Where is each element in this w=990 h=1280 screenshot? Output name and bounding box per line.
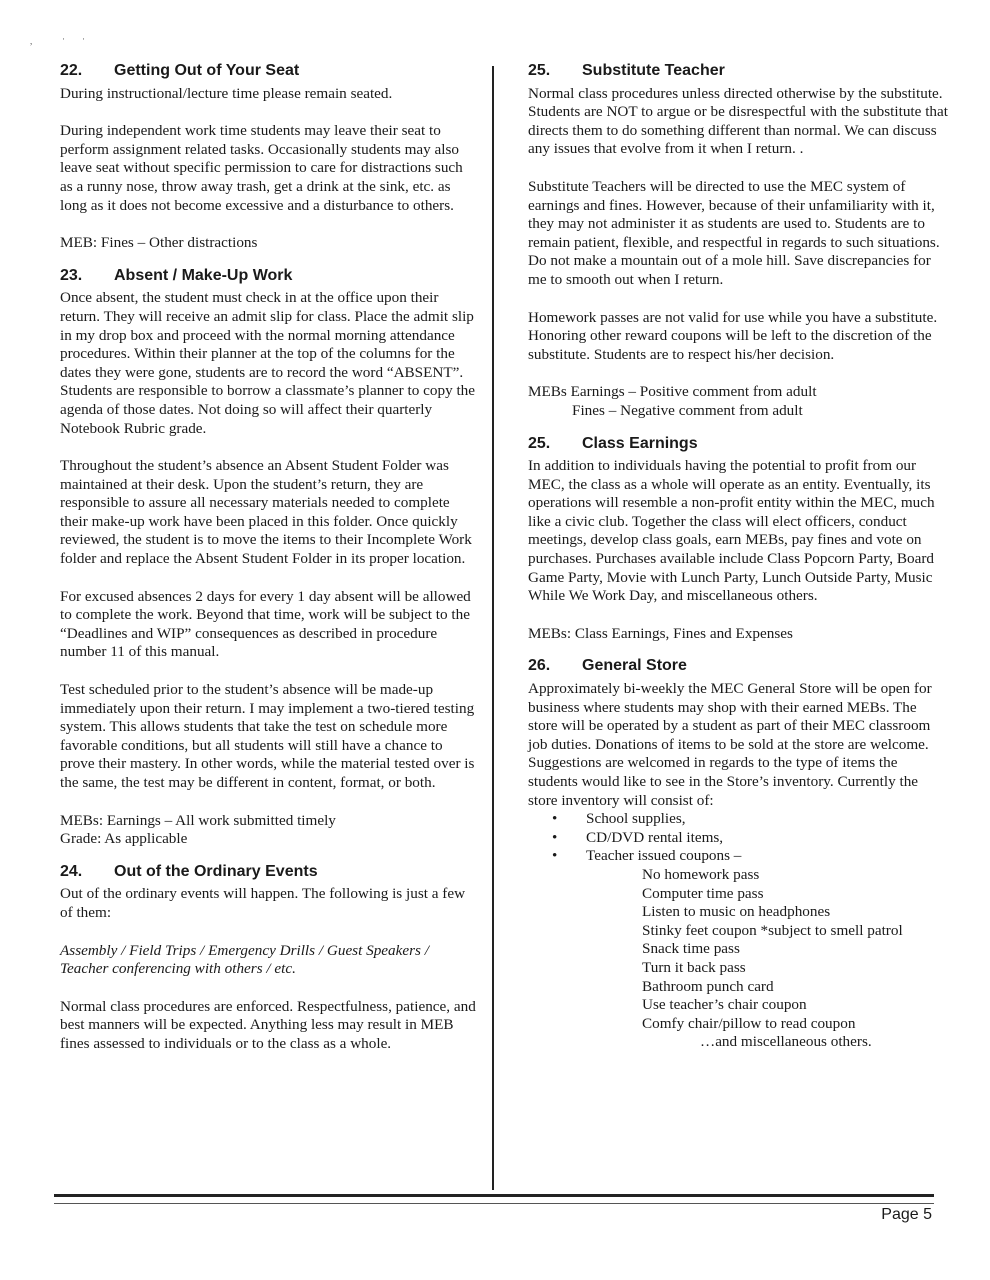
event-list: Assembly / Field Trips / Emergency Drills / Guest Speakers / Teacher conferencing with others / etc. — [60, 941, 429, 978]
coupon-item: No homework pass — [642, 865, 760, 883]
column-divider — [492, 66, 494, 1190]
paragraph: Test scheduled prior to the student’s absence will be made-up immediately upon their return. I may implement a two-tiered testing system. This allows students that take the test on schedule more favorable conditions, but all students will still have a chance to prove their mastery. In other words, while the material tested over is the same, the test may be different in content, format, or both. — [60, 681, 475, 791]
section-heading: 24. Out of the Ordinary Events — [60, 862, 318, 880]
list-item: • School supplies, — [528, 810, 948, 829]
section-heading: 25. Class Earnings — [528, 434, 698, 452]
coupon-item: Stinky feet coupon *subject to smell patrol — [642, 921, 903, 939]
grade-note: Grade: As applicable — [60, 830, 188, 848]
scan-speck: , — [30, 36, 33, 46]
left-column — [60, 62, 478, 1054]
paragraph: Homework passes are not valid for use while you have a substitute. Honoring other reward coupons will be left to the discretion of the substitute. Students are to respect his/her decision. — [528, 308, 938, 363]
scan-speck: · — [82, 34, 85, 44]
section-heading: 25. Substitute Teacher — [528, 62, 725, 79]
paragraph: Substitute Teachers will be directed to use the MEC system of earnings and fines. However, because of their unfamiliarity with it, they may not administer it as students are used to. Students are to remain patient, flexible, and respectful in regards to such situations. Do not make a mountain out of a mole hill. Save discrepancies for me to smooth out when I return. — [528, 177, 940, 288]
paragraph: Throughout the student’s absence an Absent Student Folder was maintained at their desk. Upon the student’s return, they are responsible to assure all necessary materials needed to complete their make-up work have been placed in this folder. Once quickly reviewed, the student is to move the items to their Incomplete Work folder and replace the Absent Student Folder in its proper location. — [60, 457, 472, 568]
paragraph: During independent work time students may leave their seat to perform assignment related tasks. Occasionally students may also leave seat without specific permission to care for distractions such as a runny nose, throw away trash, get a drink at the sink, etc. as long as it does not become excessive and a disturbance to others. — [60, 122, 463, 214]
coupon-item: Bathroom punch card — [642, 977, 774, 995]
section-heading: 23. Absent / Make-Up Work — [60, 266, 293, 284]
coupon-item: Computer time pass — [642, 884, 764, 902]
footer-rule — [54, 1194, 934, 1204]
list-item: • CD/DVD rental items, — [528, 829, 948, 848]
paragraph: Out of the ordinary events will happen. The following is just a few of them: — [60, 885, 466, 921]
paragraph: For excused absences 2 days for every 1 day absent will be allowed to complete the work. Beyond that time, work will be subject to the “Deadlines and WIP” consequences as described in procedure number 11 of this manual. — [60, 587, 471, 661]
coupon-item: Listen to music on headphones — [642, 903, 831, 921]
meb-note: MEBs: Earnings – All work submitted timely — [60, 811, 336, 829]
paragraph: Once absent, the student must check in at the office upon their return. They will receive an admit slip for class. Place the admit slip in my drop box and proceed with the normal morning attendance procedures. Within their planner at the top of the columns for the dates they were gone, students are to record the word “ABSENT”. Students are responsible to borrow a classmate’s planner to copy the agenda of those dates. Not doing so will affect their quarterly Notebook Rubric grade. — [60, 289, 476, 437]
section-heading: 26. General Store — [528, 657, 687, 675]
scan-speck: · — [62, 34, 65, 44]
paragraph: Normal class procedures are enforced. Respectfulness, patience, and best manners will be expected. Anything less may result in MEB fines assessed to individuals or to the class as a whole. — [60, 997, 476, 1052]
coupon-item: Snack time pass — [642, 940, 740, 958]
misc-note: …and miscellaneous others. — [700, 1033, 872, 1051]
right-column — [528, 62, 948, 1052]
meb-note: MEBs: Class Earnings, Fines and Expenses — [528, 624, 793, 642]
coupon-item: Turn it back pass — [642, 958, 746, 976]
meb-note: Fines – Negative comment from adult — [572, 401, 803, 419]
paragraph: During instructional/lecture time please remain seated. — [60, 84, 393, 102]
meb-note: MEB: Fines – Other distractions — [60, 234, 258, 252]
paragraph: In addition to individuals having the potential to profit from our MEC, the class as a whole will operate as an entity. Eventually, its operations will resemble a non-profit entity within the MEC, much like a civic club. Together the class will elect officers, conduct meetings, develop class goals, earn MEBs, pay fines and vote on purchases. Purchases available include Class Popcorn Party, Board Game Party, Movie with Lunch Party, Lunch Outside Party, Music While We Work Day, and miscellaneous others. — [528, 457, 935, 605]
coupon-list — [528, 866, 948, 1033]
section-heading: 22. Getting Out of Your Seat — [60, 62, 300, 79]
inventory-list — [528, 810, 948, 866]
paragraph: Approximately bi-weekly the MEC General Store will be open for business where students may shop with their earned MEBs. The store will be operated by a student as part of their MEC classroom job duties. Donations of items to be sold at the store are welcome. Suggestions are welcomed in regards to the type of items the students would like to see in the Store’s inventory. Currently the store inventory will consist of: — [528, 680, 932, 809]
coupon-item: Comfy chair/pillow to read coupon — [642, 1014, 856, 1032]
list-item: • Teacher issued coupons – — [528, 847, 948, 866]
meb-note: MEBs Earnings – Positive comment from adult — [528, 383, 817, 401]
coupon-item: Use teacher’s chair coupon — [642, 996, 807, 1014]
paragraph: Normal class procedures unless directed otherwise by the substitute. Students are NOT to argue or be disrespectful with the substitute that directs them to do something different than normal. We can discuss any issues that evolve from it when I return. . — [528, 84, 948, 158]
page-number: Page 5 — [881, 1206, 932, 1223]
